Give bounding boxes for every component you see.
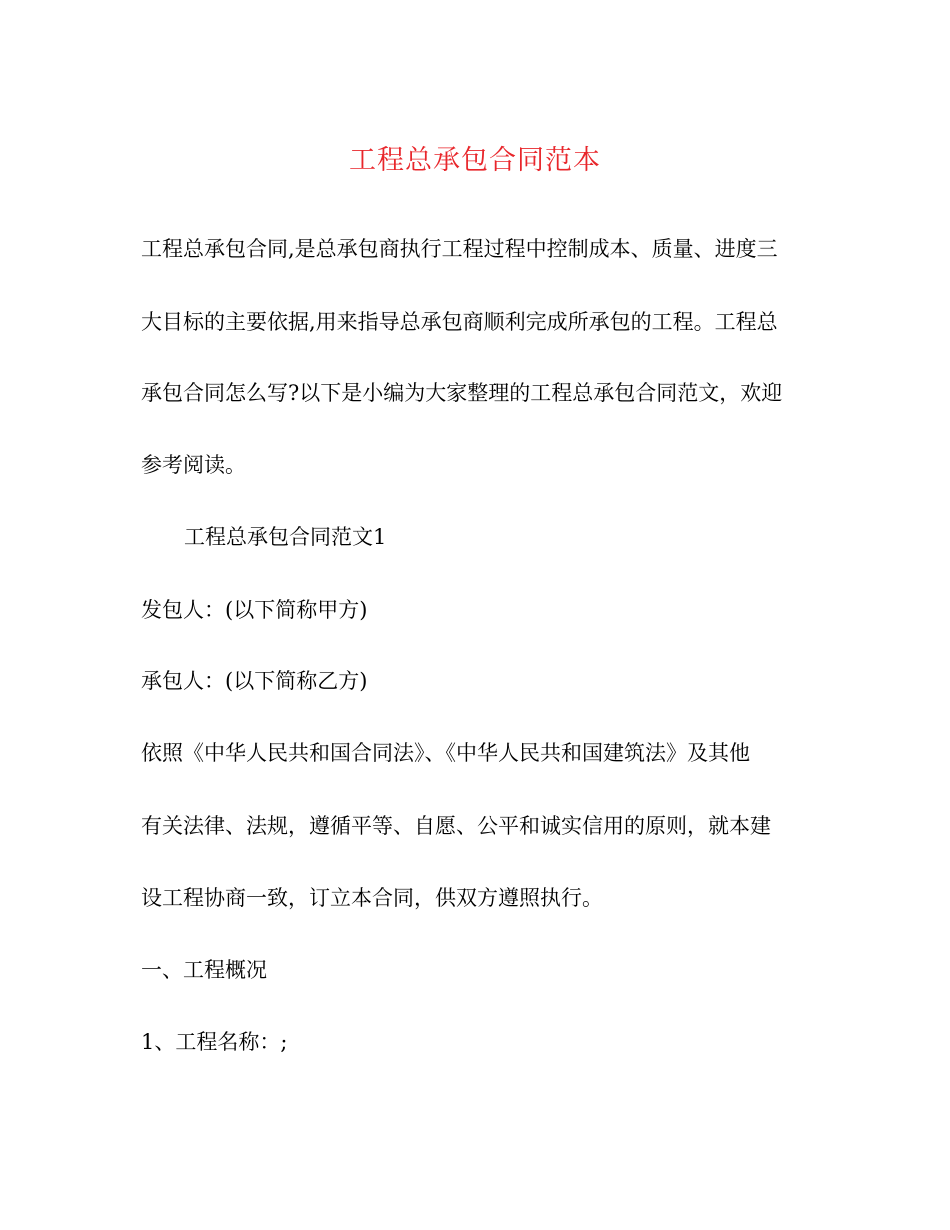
basis-line-3: 设工程协商一致，订立本合同，供双方遵照执行。 [141, 886, 603, 910]
basis-line-2: 有关法律、法规，遵循平等、自愿、公平和诚实信用的原则，就本建 [141, 814, 771, 838]
intro-line-2: 大目标的主要依据,用来指导总承包商顺利完成所承包的工程。工程总 [141, 310, 778, 334]
intro-line-3: 承包合同怎么写?以下是小编为大家整理的工程总承包合同范文，欢迎 [141, 381, 783, 405]
document-title: 工程总承包合同范本 [349, 145, 601, 176]
party-contractor-line: 承包人：(以下简称乙方) [141, 669, 368, 693]
party-employer-line: 发包人：(以下简称甲方) [141, 598, 368, 622]
basis-line-1: 依照《中华人民共和国合同法》、《中华人民共和国建筑法》及其他 [141, 741, 750, 765]
intro-line-4: 参考阅读。 [141, 453, 246, 477]
clause-heading-project-overview: 一、工程概况 [141, 958, 267, 982]
intro-line-1: 工程总承包合同,是总承包商执行工程过程中控制成本、质量、进度三 [141, 237, 778, 261]
section-heading-sample-1: 工程总承包合同范文1 [184, 525, 387, 549]
clause-item-project-name: 1、工程名称：; [141, 1030, 288, 1054]
